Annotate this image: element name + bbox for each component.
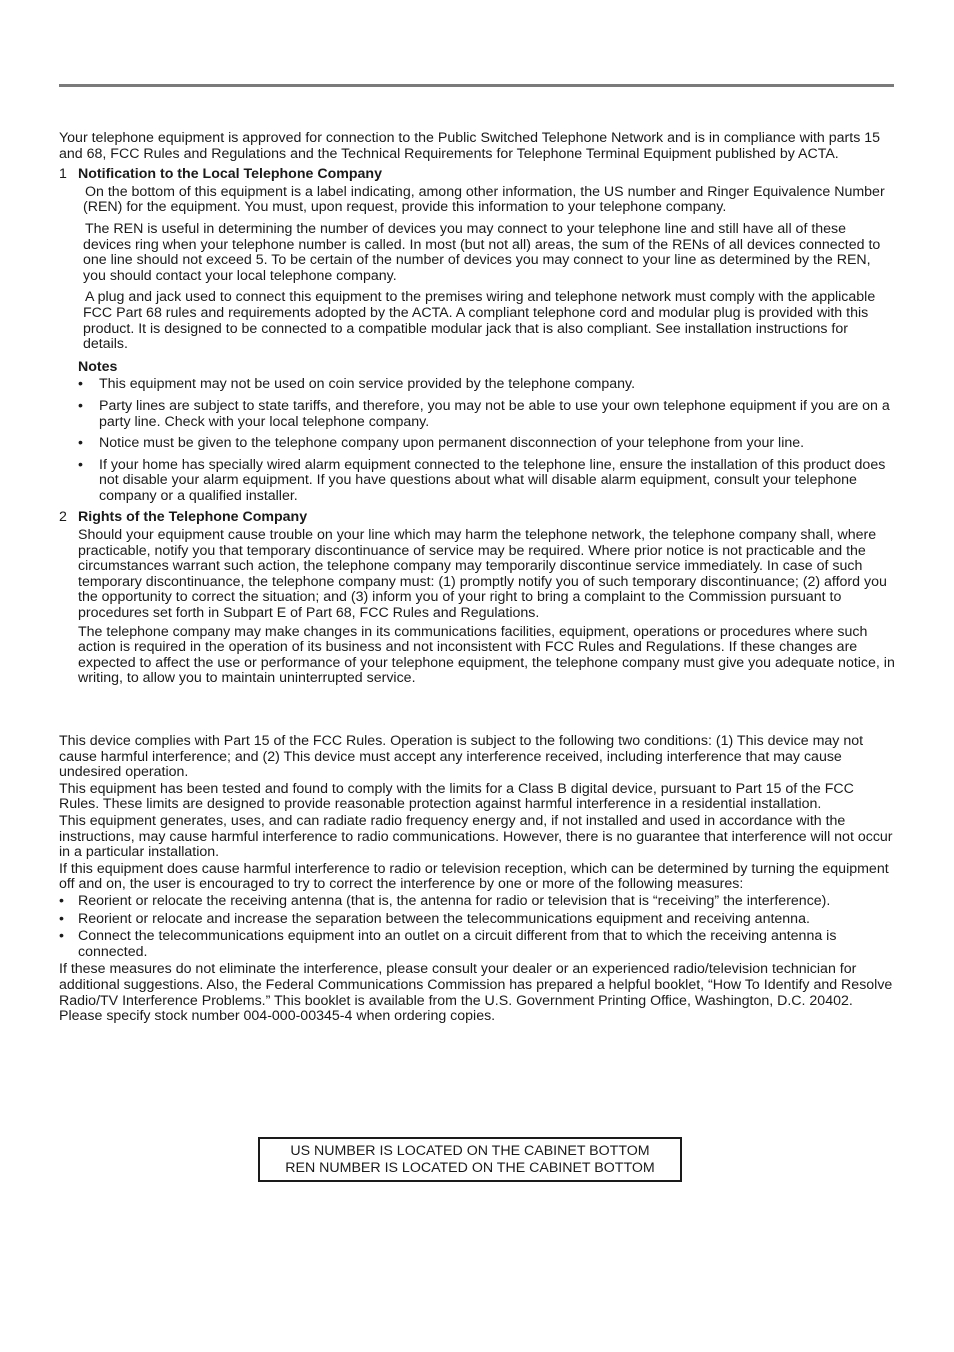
section-1-paragraph: On the bottom of this equipment is a label indicating, among other information, the US number and Ringer Equivalence Number (REN) for the equipment. You must, upon request, provide this information to your telephone company.: [83, 183, 885, 216]
bullet-icon: •: [78, 435, 83, 452]
list-item: [78, 458, 896, 505]
note-text: If your home has specially wired alarm equipment connected to the telephone line, ensure the installation of this product does not disable your alarm equipment. If you have questions about what will disable alarm equipment, consult your telephone company or a qualified installer.: [99, 456, 886, 504]
section-1-heading: [59, 167, 896, 183]
ren-number-location: REN NUMBER IS LOCATED ON THE CABINET BOTTOM: [285, 1160, 655, 1176]
list-item: [78, 436, 896, 452]
section-1-paragraph: A plug and jack used to connect this equipment to the premises wiring and telephone network must comply with the applicable FCC Part 68 rules and requirements adopted by the ACTA. A compliant telephone cord and modular plug is provided with this product. It is designed to be connected to a compatible modular jack that is also compliant. See installation instructions for details.: [83, 289, 876, 353]
intro-paragraph: Your telephone equipment is approved for connection to the Public Switched Telephone Network and is in compliance with parts 15 and 68, FCC Rules and Regulations and the Technical Requirements for Telephone Terminal Equipment published by ACTA.: [59, 130, 881, 162]
bullet-icon: •: [78, 376, 83, 393]
measure-text: Reorient or relocate the receiving antenna (that is, the antenna for radio or television that is “receiving” the interference).: [78, 892, 831, 909]
list-item: [59, 912, 896, 928]
measure-text: Reorient or relocate and increase the separation between the telecommunications equipment and receiving antenna.: [78, 910, 810, 927]
bullet-icon: •: [59, 928, 64, 945]
note-text: This equipment may not be used on coin service provided by the telephone company.: [99, 376, 636, 393]
fcc-paragraph: If this equipment does cause harmful interference to radio or television reception, which can be determined by turning the equipment off and on, the user is encouraged to try to correct the interference by one or more of the following measures:: [59, 860, 889, 893]
bullet-icon: •: [59, 910, 64, 927]
section-number: 2: [59, 509, 67, 526]
section-title: Notification to the Local Telephone Company: [78, 166, 382, 183]
list-item: [59, 929, 896, 960]
fcc-paragraph: This equipment generates, uses, and can radiate radio frequency energy and, if not installed and used in accordance with the instructions, may cause harmful interference to radio communications. However, there is no guarantee that interference will not occur in a particular installation.: [59, 812, 893, 861]
note-text: Notice must be given to the telephone company upon permanent disconnection of your telephone from your line.: [99, 435, 805, 452]
fcc-closing-paragraph: If these measures do not eliminate the interference, please consult your dealer or an experienced radio/television technician for additional suggestions. Also, the Federal Communications Commission has prepared a helpful booklet, “How To Identify and Resolve Radio/TV Interference Problems.” This booklet is available from the U.S. Government Printing Office, Washington, D.C. 20402. Please specify stock number 004-000-00345-4 when ordering copies.: [59, 961, 893, 1025]
bullet-icon: •: [59, 892, 64, 909]
notes-heading: Notes: [78, 358, 118, 375]
fcc-paragraph: This device complies with Part 15 of the FCC Rules. Operation is subject to the following two conditions: (1) This device may not cause harmful interference; and (2) This device must accept any interference received, including interference that may cause undesired operation.: [59, 733, 864, 781]
us-number-location: US NUMBER IS LOCATED ON THE CABINET BOTTOM: [290, 1143, 650, 1159]
list-item: [59, 894, 896, 910]
section-2-paragraph: Should your equipment cause trouble on your line which may harm the telephone network, the telephone company shall, where practicable, notify you that temporary discontinuance of service may be required. Where prior notice is not practicable and the circumstances warrant such action, the telephone company may temporarily discontinue service immediately. In case of such temporary discontinuance, the telephone company must: (1) promptly notify you of such temporary discontinuance; (2) afford you the opportunity to correct the situation; and (3) inform you of your right to bring a complaint to the Commission pursuant to procedures set forth in Subpart E of Part 68, FCC Rules and Regulations.: [78, 527, 887, 622]
section-1-paragraph: The REN is useful in determining the number of devices you may connect to your telephone line and still have all of these devices ring when your telephone number is called. In most (but not all) areas, the sum of the RENs of all devices connected to one line should not exceed 5. To be certain of the number of devices you may connect to your line as determined by the REN, you should contact your local telephone company.: [83, 220, 881, 284]
measure-text: Connect the telecommunications equipment into an outlet on a circuit different from that to which the receiving antenna is connected.: [78, 928, 837, 960]
list-item: [78, 399, 896, 430]
list-item: [78, 377, 896, 393]
label-location-box: [258, 1137, 682, 1182]
notes-list: [59, 377, 896, 504]
section-title: Rights of the Telephone Company: [78, 509, 308, 526]
header-rule: [59, 84, 894, 87]
section-number: 1: [59, 166, 67, 183]
section-2-paragraph: The telephone company may make changes in its communications facilities, equipment, operations or procedures where such action is required in the operation of its business and not inconsistent with FCC Rules and Regulations. If these changes are expected to affect the use or performance of your telephone equipment, the telephone company must give you adequate notice, in writing, to allow you to maintain uninterrupted service.: [78, 623, 895, 687]
fcc-compliance-section: [59, 734, 896, 1025]
bullet-icon: •: [78, 456, 83, 473]
bullet-icon: •: [78, 397, 83, 414]
measures-list: [59, 894, 896, 960]
section-2-heading: [59, 510, 896, 526]
fcc-paragraph: This equipment has been tested and found to comply with the limits for a Class B digital device, pursuant to Part 15 of the FCC Rules. These limits are designed to provide reasonable protection against harmful interference in a residential installation.: [59, 780, 854, 813]
document-body: [59, 131, 896, 1026]
note-text: Party lines are subject to state tariffs, and therefore, you may not be able to use your own telephone equipment if you are on a party line. Check with your local telephone company.: [99, 397, 890, 430]
